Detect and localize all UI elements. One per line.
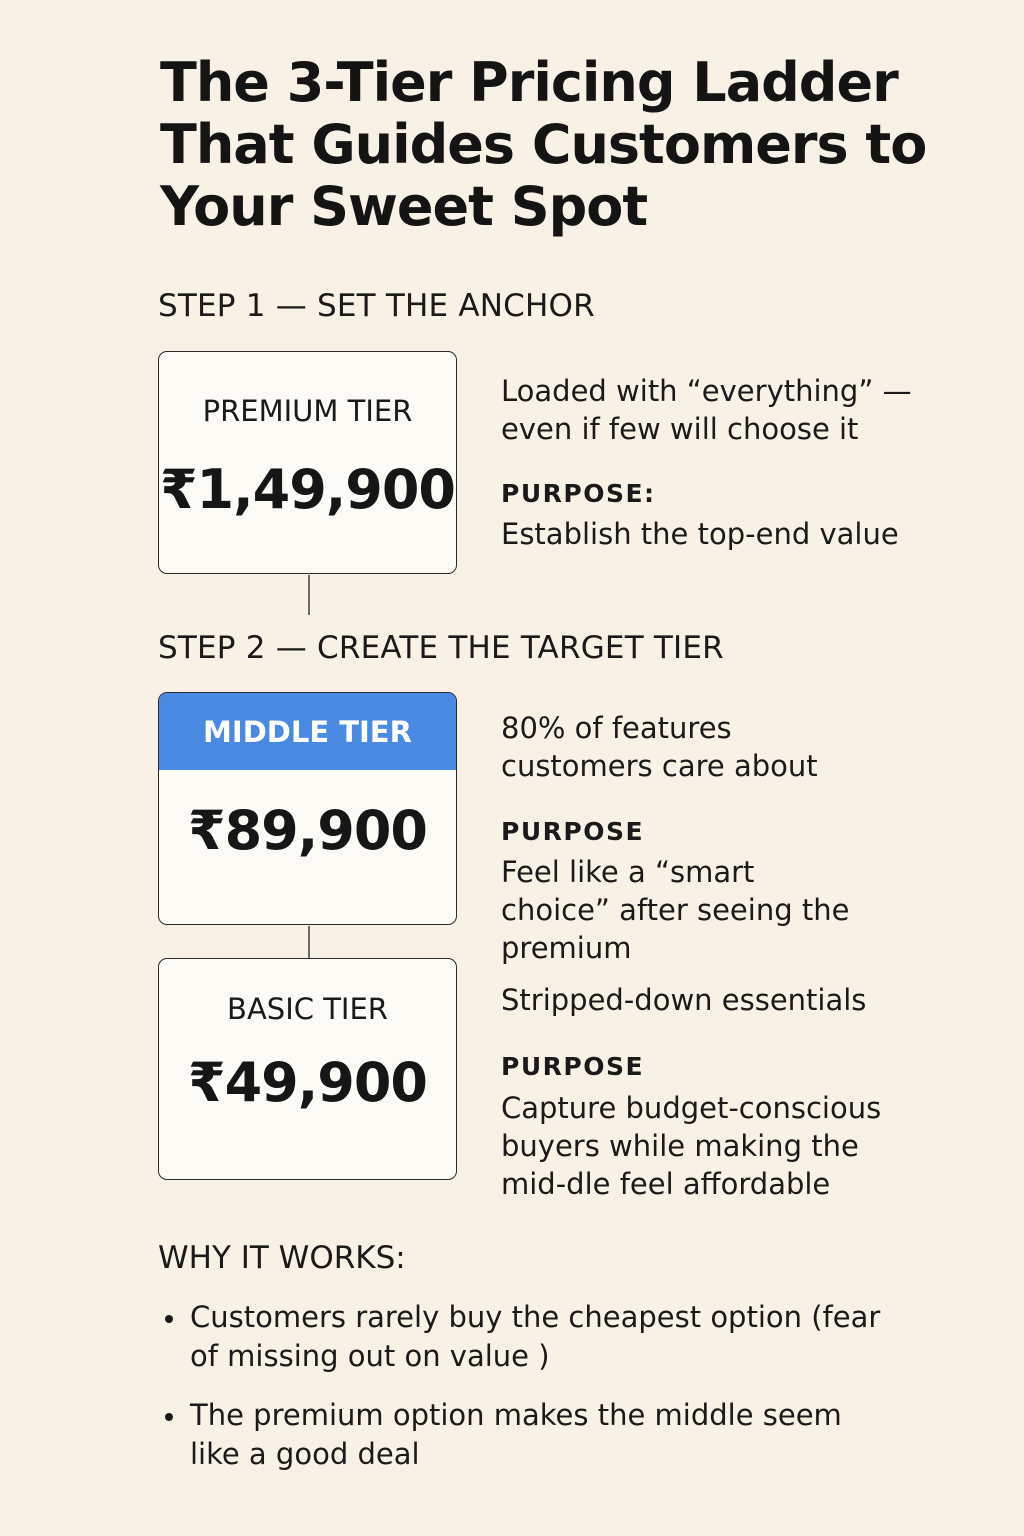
middle-purpose-label: PURPOSE <box>501 817 645 846</box>
basic-tier-price: ₹49,900 <box>188 1051 427 1114</box>
basic-tier-card <box>158 958 457 1180</box>
why-it-works-list <box>160 1298 900 1494</box>
basic-purpose-label: PURPOSE <box>501 1052 645 1081</box>
middle-purpose-text: Feel like a “smart choice” after seeing the premium <box>501 855 850 965</box>
premium-tier-card <box>158 351 457 574</box>
connector-line <box>308 575 310 615</box>
list-item <box>160 1298 900 1376</box>
middle-tier-card <box>158 692 457 925</box>
bullet-icon <box>165 1413 173 1421</box>
middle-tier-header <box>159 693 456 770</box>
middle-tier-label: MIDDLE TIER <box>203 715 412 749</box>
basic-purpose-text: Capture budget-conscious buyers while making the mid-dle feel affordable <box>501 1091 882 1201</box>
basic-tier-description: Stripped-down essentials <box>501 983 867 1017</box>
premium-purpose-label: PURPOSE: <box>501 479 656 508</box>
step-2-heading: STEP 2 — CREATE THE TARGET TIER <box>158 630 724 666</box>
middle-tier-price: ₹89,900 <box>188 799 427 862</box>
why-it-works-heading: WHY IT WORKS: <box>158 1240 406 1276</box>
page-title: The 3-Tier Pricing Ladder That Guides Customers to Your Sweet Spot <box>160 51 927 238</box>
list-item <box>160 1396 900 1474</box>
premium-tier-price: ₹1,49,900 <box>159 458 456 521</box>
bullet-icon <box>165 1315 173 1323</box>
bullet-text: The premium option makes the middle seem like a good deal <box>190 1398 842 1471</box>
bullet-text: Customers rarely buy the cheapest option (fear of missing out on value ) <box>190 1300 881 1373</box>
basic-tier-label: BASIC TIER <box>227 992 388 1026</box>
premium-tier-label: PREMIUM TIER <box>202 394 413 428</box>
connector-line <box>308 926 310 958</box>
middle-tier-description: 80% of features customers care about <box>501 711 818 783</box>
step-1-heading: STEP 1 — SET THE ANCHOR <box>158 288 595 324</box>
premium-purpose-text: Establish the top-end value <box>501 517 899 551</box>
premium-tier-description: Loaded with “everything” — even if few will choose it <box>501 374 912 446</box>
